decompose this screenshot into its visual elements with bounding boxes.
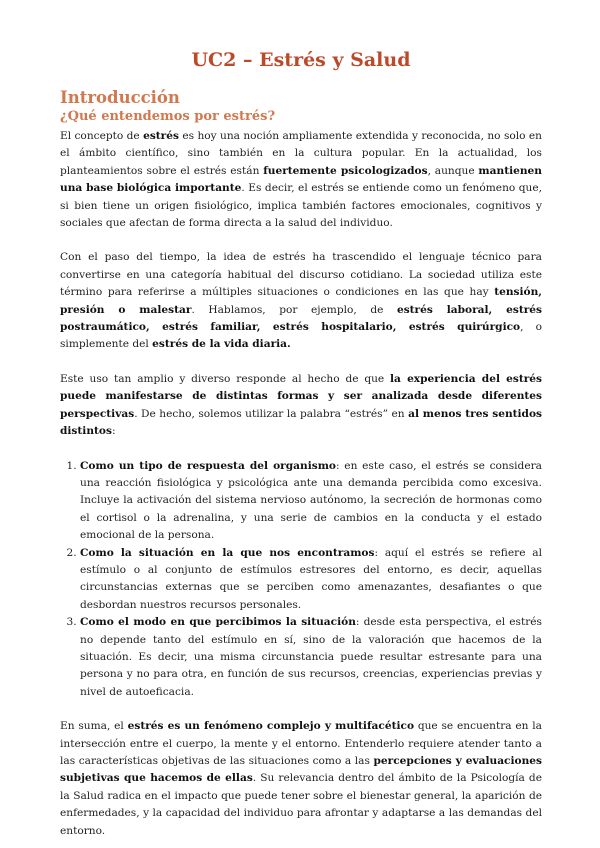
bold-text: estrés de la vida diaria. bbox=[152, 338, 291, 351]
text-run: , aunque bbox=[427, 164, 479, 177]
list-item bbox=[80, 614, 542, 701]
paragraph-2 bbox=[60, 249, 542, 353]
text-run: : aquí el estrés se refiere al estímulo o al conjunto de estímulos estresores del entorno, es decir, aquellas circunstancias externas que se perciben como amenazantes, desafiantes o que desbordan nuestros recursos personales. bbox=[80, 546, 542, 611]
text-run: , o simplemente del bbox=[60, 321, 542, 351]
document-title: UC2 – Estrés y Salud bbox=[191, 49, 411, 71]
text-run: : en este caso, el estrés se considera una reacción fisiológica y psicológica ante una demanda percibida como excesiva. Incluye la activación del sistema nervioso autónomo, la secreción de hormonas como el cortisol o la adrenalina, y una serie de cambios en la conducta y el estado emocional de la persona. bbox=[80, 459, 542, 542]
section-heading: Introducción bbox=[60, 88, 180, 107]
text-run: . De hecho, solemos utilizar la palabra “estrés” en bbox=[134, 407, 409, 420]
bold-text: tensión, presión o malestar bbox=[60, 286, 542, 316]
text-run: Con el paso del tiempo, la idea de estrés ha trascendido el lenguaje técnico para convertirse en una categoría habitual del discurso cotidiano. La sociedad utiliza este término para referirse a múltiples situaciones o condiciones en las que hay bbox=[60, 251, 542, 299]
bold-text: percepciones y evaluaciones subjetivas que hacemos de ellas bbox=[60, 755, 543, 785]
paragraph-3 bbox=[60, 371, 542, 441]
bold-text: Como un tipo de respuesta del organismo bbox=[80, 459, 336, 472]
bold-text: estrés laboral, estrés postraumático, estrés familiar, estrés hospitalario, estrés quirúrgico bbox=[60, 303, 542, 334]
bold-text: Como el modo en que percibimos la situación bbox=[80, 616, 356, 629]
bold-text: la experiencia del estrés puede manifestarse de distintas formas y ser analizada desde diferentes perspectivas bbox=[60, 372, 542, 420]
subsection-heading: ¿Qué entendemos por estrés? bbox=[60, 109, 276, 124]
text-run: es hoy una noción ampliamente extendida y reconocida, no solo en el ámbito científico, sino también en la cultura popular. En la actualidad, los planteamientos sobre el estrés están bbox=[60, 130, 542, 177]
paragraph-1 bbox=[60, 128, 542, 232]
text-run: . Es decir, el estrés se entiende como un fenómeno que, si bien tiene un origen fisiológico, implica también factores emocionales, cognitivos y sociales que afectan de forma directa a la salud del individuo. bbox=[60, 182, 542, 230]
list-item bbox=[80, 545, 542, 615]
list-item bbox=[80, 458, 542, 545]
bold-text: Como la situación en la que nos encontramos bbox=[80, 546, 375, 559]
text-run: que se encuentra en la intersección entre el cuerpo, la mente y el entorno. Entenderlo requiere atender tanto a las características objetivas de las situaciones como a las bbox=[60, 720, 542, 767]
text-run: El concepto de bbox=[60, 130, 144, 142]
stress-senses-list bbox=[60, 458, 542, 702]
bold-text: al menos tres sentidos distintos bbox=[60, 407, 542, 438]
bold-text: mantienen una base biológica importante bbox=[60, 164, 542, 195]
bold-text: fuertemente psicologizados bbox=[263, 164, 428, 177]
text-run: Este uso tan amplio y diverso responde al hecho de que bbox=[60, 372, 391, 385]
text-run: En suma, el bbox=[60, 720, 128, 733]
paragraph-4 bbox=[60, 718, 542, 840]
text-run: : bbox=[111, 425, 116, 438]
text-run: . Hablamos, por ejemplo, de bbox=[191, 303, 397, 316]
text-run: : desde esta perspectiva, el estrés no depende tanto del estímulo en sí, sino de la valoración que hacemos de la situación. Es decir, una misma circunstancia puede resultar estresante para una persona y no para otra, en función de sus recursos, creencias, experiencias previas y nivel de autoeficacia. bbox=[80, 616, 542, 698]
bold-text: estrés bbox=[143, 130, 179, 142]
text-run: . Su relevancia dentro del ámbito de la Psicología de la Salud radica en el impacto que puede tener sobre el bienestar general, la aparición de enfermedades, y la capacidad del individuo para afrontar y adaptarse a las demandas del entorno. bbox=[60, 772, 542, 837]
bold-text: estrés es un fenómeno complejo y multifacético bbox=[127, 720, 415, 733]
